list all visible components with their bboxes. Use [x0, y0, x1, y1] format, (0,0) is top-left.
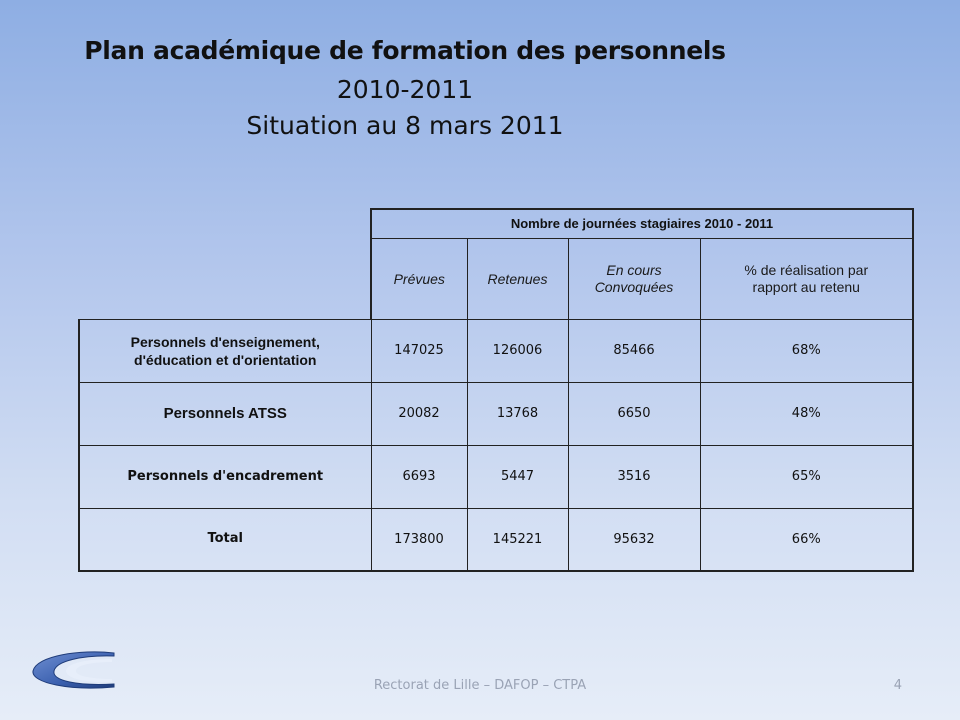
- col-header-realisation-text: % de réalisation par rapport au retenu: [744, 261, 869, 295]
- cell-en-cours: 95632: [568, 508, 700, 571]
- row-label: Personnels d'encadrement: [79, 445, 371, 508]
- cell-en-cours: 85466: [568, 319, 700, 382]
- col-header-en-cours: [568, 238, 700, 319]
- row-label-text: Personnels d'enseignement, d'éducation et d'orientation: [130, 333, 320, 368]
- title-year: 2010-2011: [336, 75, 474, 104]
- cell-prevues: 173800: [371, 508, 467, 571]
- cell-realisation: 68%: [700, 319, 913, 382]
- table-subheader-row: [79, 238, 913, 319]
- col-header-prevues: Prévues: [371, 238, 467, 319]
- empty-corner-cell: [79, 238, 371, 319]
- page-number: 4: [893, 678, 902, 693]
- cell-prevues: 20082: [371, 382, 467, 445]
- col-header-realisation: [700, 238, 913, 319]
- cell-retenues: 5447: [467, 445, 568, 508]
- cell-realisation: 66%: [700, 508, 913, 571]
- title-date: Situation au 8 mars 2011: [246, 111, 564, 140]
- col-header-retenues: Retenues: [467, 238, 568, 319]
- table-row-total: [79, 508, 913, 571]
- row-label: Personnels ATSS: [79, 382, 371, 445]
- cell-realisation: 65%: [700, 445, 913, 508]
- cell-prevues: 147025: [371, 319, 467, 382]
- col-header-en-cours-text: En cours Convoquées: [594, 261, 674, 295]
- title-main: Plan académique de formation des personnels: [84, 36, 726, 65]
- cell-retenues: 13768: [467, 382, 568, 445]
- cell-retenues: 145221: [467, 508, 568, 571]
- footer-text: Rectorat de Lille – DAFOP – CTPA: [373, 678, 587, 693]
- cell-en-cours: 3516: [568, 445, 700, 508]
- cell-prevues: 6693: [371, 445, 467, 508]
- table-row: [79, 445, 913, 508]
- row-label: [79, 319, 371, 382]
- cell-retenues: 126006: [467, 319, 568, 382]
- table-header-row: [79, 209, 913, 238]
- slide-title: [0, 34, 810, 144]
- cell-realisation: 48%: [700, 382, 913, 445]
- cell-en-cours: 6650: [568, 382, 700, 445]
- table-row: [79, 382, 913, 445]
- row-label: Total: [79, 508, 371, 571]
- group-header: Nombre de journées stagiaires 2010 - 2011: [371, 209, 913, 238]
- empty-corner-cell: [79, 209, 371, 238]
- table-row: [79, 319, 913, 382]
- training-days-table: [78, 208, 914, 572]
